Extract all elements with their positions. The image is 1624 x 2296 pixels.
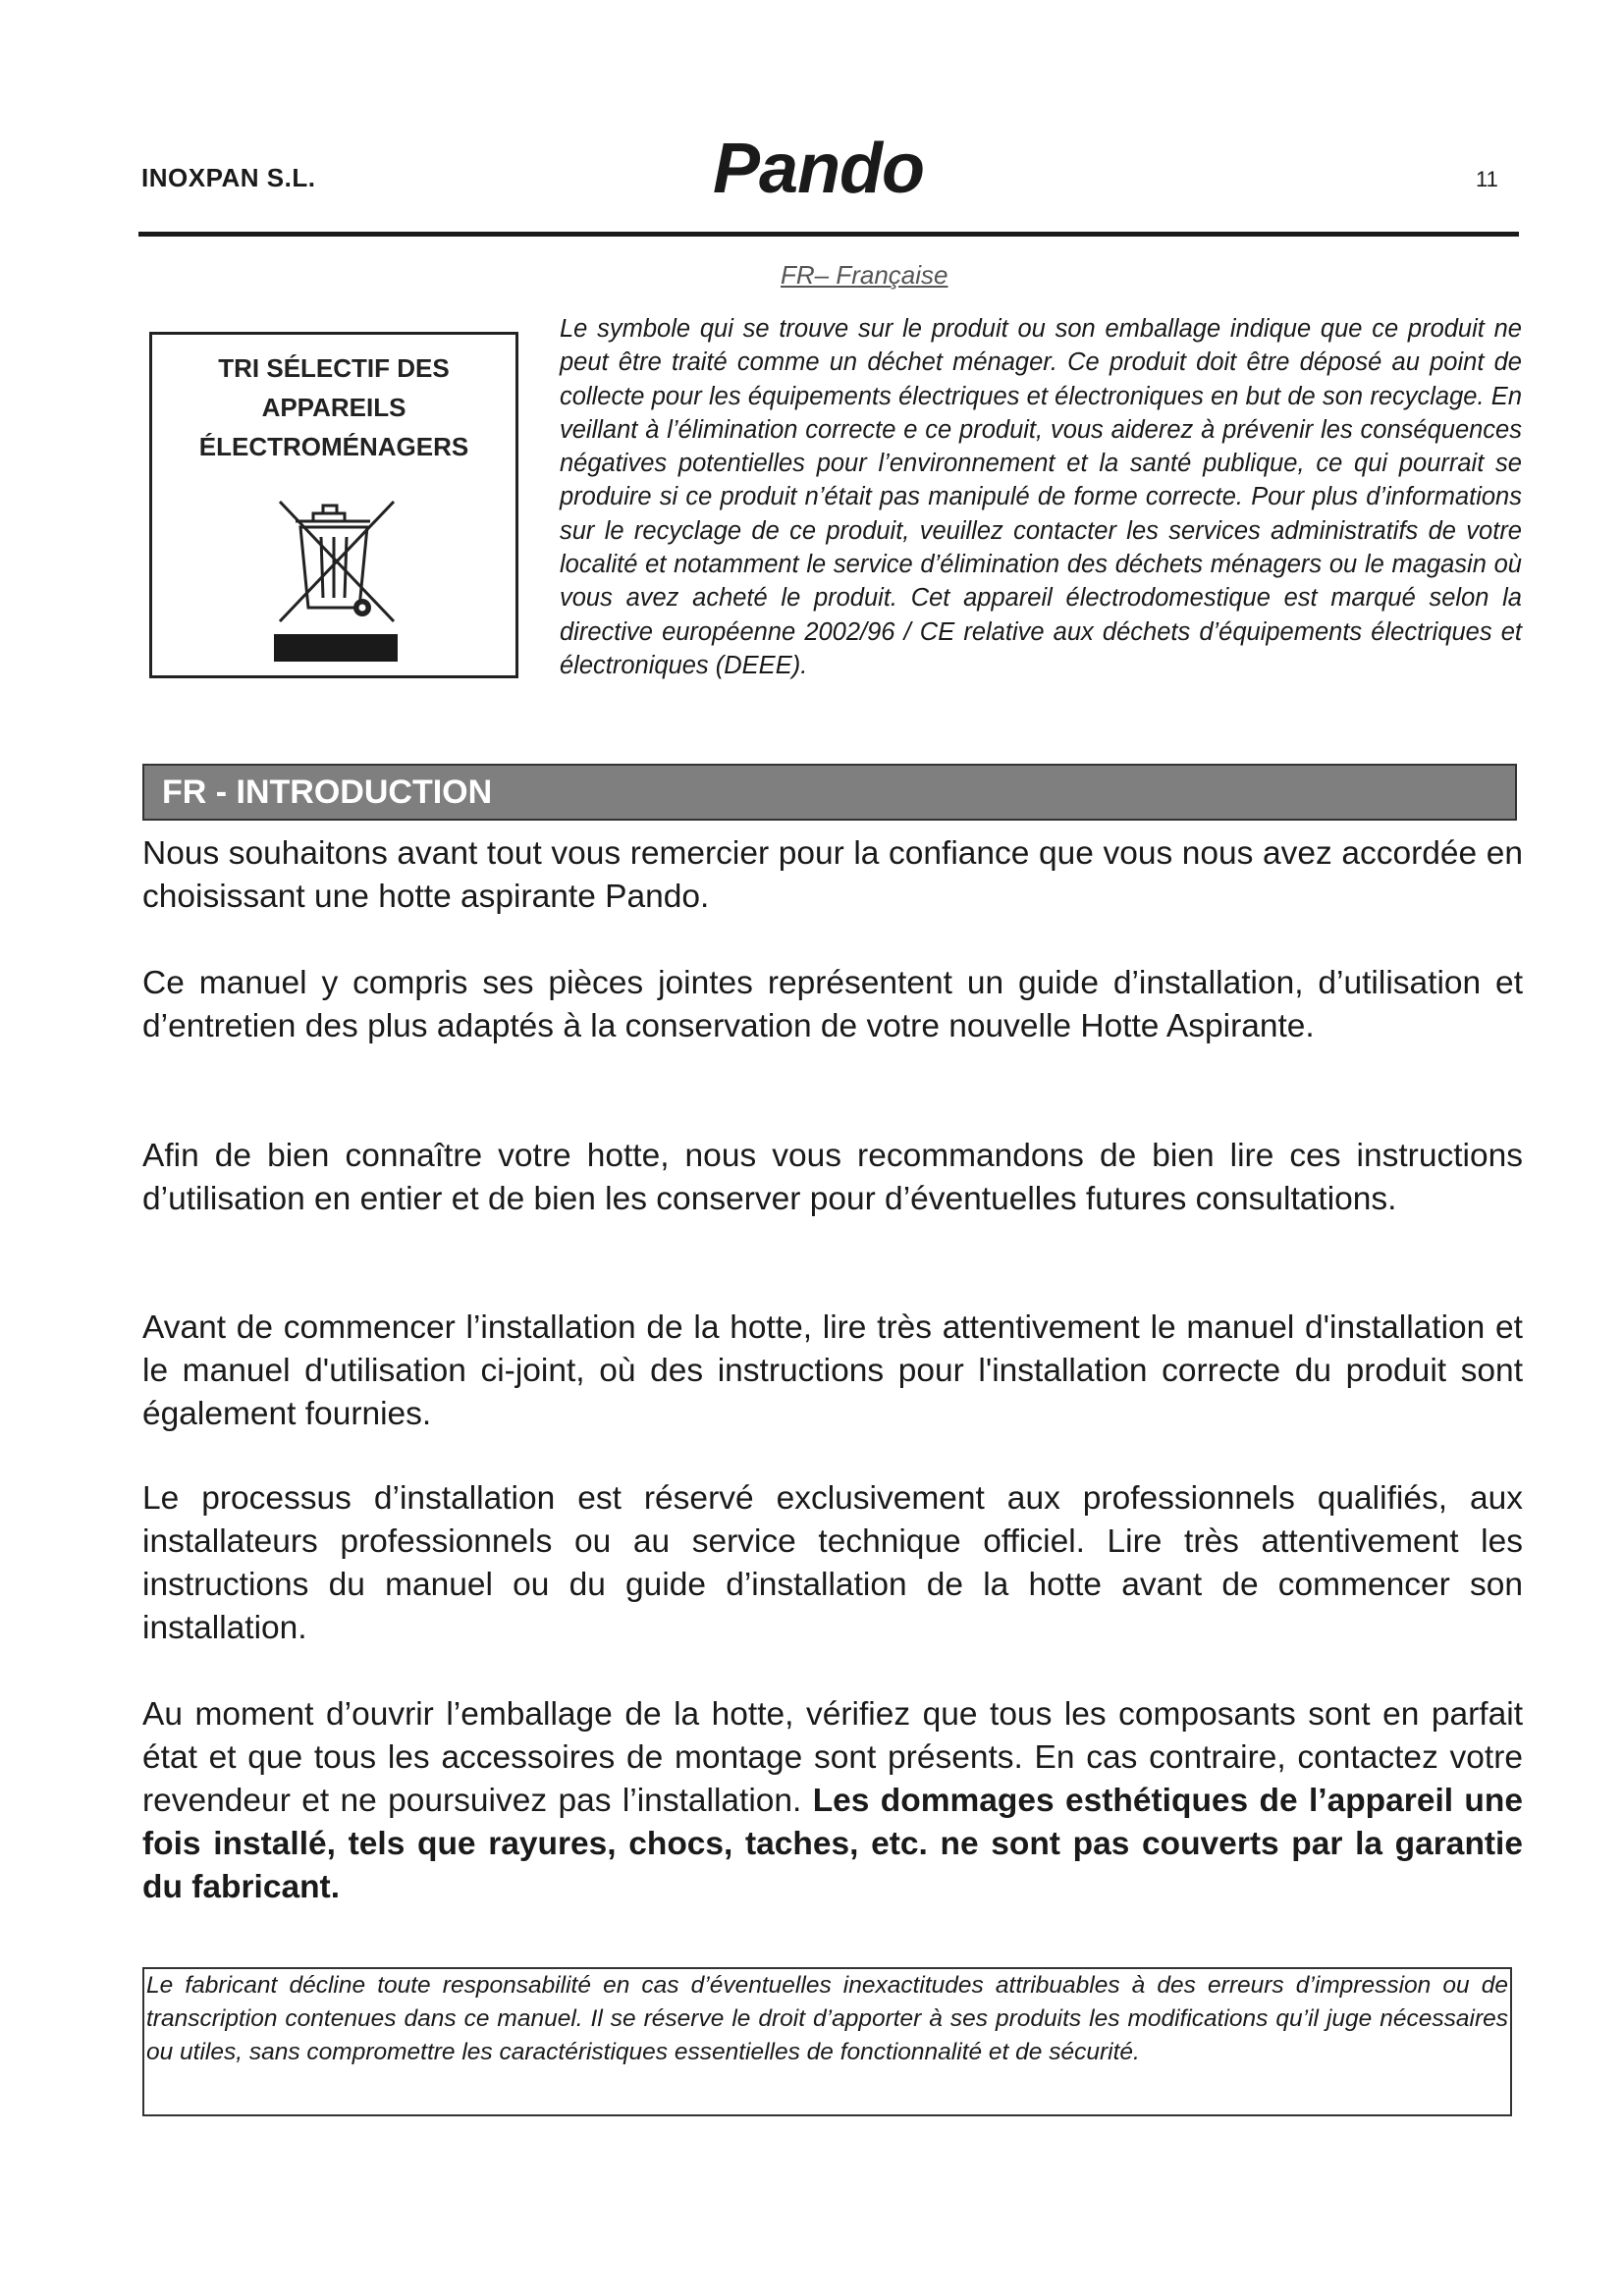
warranty-notice: Les dommages esthétiques de l’appareil une fois installé, tels que rayures, chocs, taches, etc. ne sont pas couverts par la garantie du fabricant.: [142, 1783, 1523, 1905]
paragraph-text: Au moment d’ouvrir l’emballage de la hotte, vérifiez que tous les composants sont en parfait état et que tous les accessoires de montage sont présents. En cas contraire, contactez votre revendeur et ne poursuivez pas l’installation.: [142, 1696, 1523, 1819]
header-divider: [138, 232, 1519, 237]
weee-title-line: TRI SÉLECTIF DES: [218, 353, 450, 383]
weee-symbol-box: [149, 332, 518, 678]
intro-paragraph-2: Ce manuel y compris ses pièces jointes représentent un guide d’installation, d’utilisation et d’entretien des plus adaptés à la conservation de votre nouvelle Hotte Aspirante.: [142, 965, 1523, 1044]
page-number: 11: [1476, 167, 1498, 191]
crossed-out-wheelie-bin-icon: [274, 482, 402, 664]
intro-paragraph-5: Le processus d’installation est réservé exclusivement aux professionnels qualifiés, aux installateurs professionnels ou au service technique officiel. Lire très attentivement les instructions du manuel ou du guide d’installation de la hotte avant de commencer son installation.: [142, 1480, 1523, 1646]
disclaimer-box: Le fabricant décline toute responsabilité en cas d’éventuelles inexactitudes attribuables à des erreurs d’impression ou de transcription contenues dans ce manuel. Il se réserve le droit d’apporter à ses produits les modifications qu’il juge nécessaires ou utiles, sans compromettre les caractéristiques essentielles de fonctionnalité et de sécurité.: [142, 1967, 1512, 2116]
weee-title: [152, 348, 515, 466]
brand-logo: Pando: [713, 130, 925, 208]
section-header: FR - INTRODUCTION: [142, 764, 1517, 821]
intro-paragraph-6: [142, 1693, 1523, 1909]
intro-paragraph-4: Avant de commencer l’installation de la hotte, lire très attentivement le manuel d'installation et le manuel d'utilisation ci-joint, où des instructions pour l'installation correcte du produit sont également fournies.: [142, 1309, 1523, 1432]
weee-description: Le symbole qui se trouve sur le produit ou son emballage indique que ce produit ne peut être traité comme un déchet ménager. Ce produit doit être déposé au point de collecte pour les équipements électriques et électroniques en but de son recyclage. En veillant à l’élimination correcte e ce produit, vous aiderez à prévenir les conséquences négatives potentielles pour l’environnement et la santé publique, ce qui pourrait se produire si ce produit n’était pas manipulé de forme correcte. Pour plus d’informations sur le recyclage de ce produit, veuillez contacter les services administratifs de votre localité et notamment le service d’élimination des déchets ménagers ou le magasin où vous avez acheté le produit. Cet appareil électrodomestique est marqué selon la directive européenne 2002/96 / CE relative aux déchets d’équipements électriques et électroniques (DEEE).: [560, 315, 1522, 679]
company-name: INOXPAN S.L.: [141, 163, 316, 192]
weee-title-line: ÉLECTROMÉNAGERS: [198, 432, 469, 461]
language-label: FR– Française: [781, 260, 948, 290]
intro-paragraph-1: Nous souhaitons avant tout vous remercier pour la confiance que vous nous avez accordée en choisissant une hotte aspirante Pando.: [142, 835, 1523, 915]
intro-paragraph-3: Afin de bien connaître votre hotte, nous vous recommandons de bien lire ces instructions d’utilisation en entier et de bien les conserver pour d’éventuelles futures consultations.: [142, 1138, 1523, 1217]
weee-title-line: APPAREILS: [261, 393, 406, 422]
